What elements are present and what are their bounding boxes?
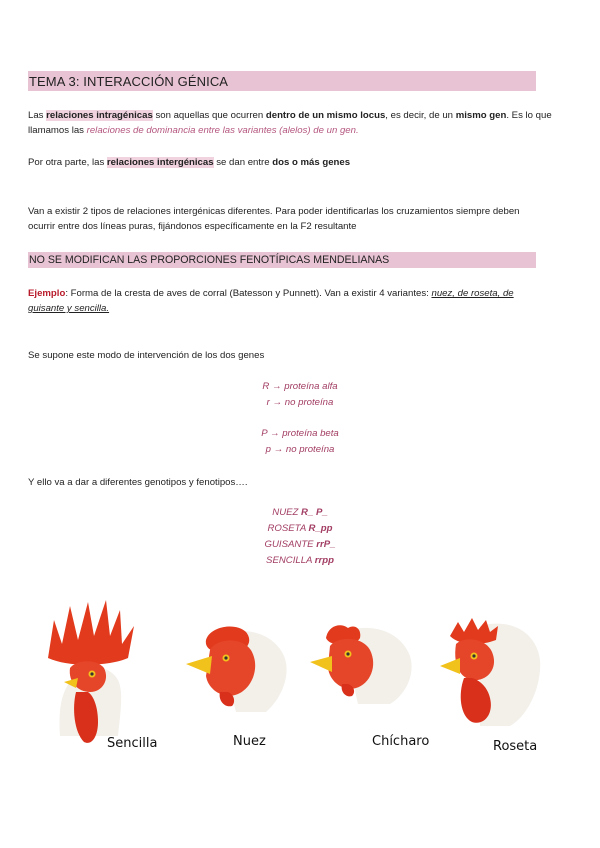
genotype: R_pp <box>308 523 333 534</box>
text: Por otra parte, las <box>28 157 107 168</box>
gene-p-recessive: p → no proteína <box>265 444 335 455</box>
phenotype-name: ROSETA <box>267 523 309 534</box>
page-title: TEMA 3: INTERACCIÓN GÉNICA <box>29 74 229 89</box>
paragraph-types <box>28 204 568 234</box>
genotype: R_ P_ <box>301 507 328 518</box>
text: Las <box>28 110 47 121</box>
paragraph-example <box>28 286 568 316</box>
highlighted-term: relaciones intragénicas <box>46 110 153 121</box>
bold-term: dentro de un mismo locus <box>265 110 386 121</box>
text: Van a existir 2 tipos de relaciones intergénicas diferentes. Para poder identificarlas los cruzamientos siempre deben <box>28 206 520 217</box>
subtitle-band <box>28 252 536 268</box>
rooster-rose-comb <box>440 618 540 726</box>
text: son aquellas que ocurren <box>152 110 266 121</box>
phenotype-row <box>0 537 600 553</box>
text: , es decir, de un <box>385 110 456 121</box>
section-subtitle: NO SE MODIFICAN LAS PROPORCIONES FENOTÍPICAS MENDELIANAS <box>29 254 390 266</box>
variants-text: nuez, de roseta, de <box>431 288 514 299</box>
paragraph-intergenic <box>28 155 568 170</box>
text: se dan entre <box>213 157 273 168</box>
phenotype-row <box>0 505 600 521</box>
genotype: rrP_ <box>316 539 336 550</box>
text: Se supone este modo de intervención de los dos genes <box>28 350 265 361</box>
rooster-single-comb <box>48 600 134 743</box>
variants-text: guisante y sencilla. <box>28 303 110 314</box>
phenotype-name: NUEZ <box>272 507 302 518</box>
bold-term: mismo gen <box>455 110 507 121</box>
emphasis-text: relaciones de dominancia entre las variantes (alelos) de un gen. <box>86 125 359 136</box>
caption-nuez: Nuez <box>233 734 266 749</box>
text: Y ello va a dar a diferentes genotipos y fenotipos…. <box>28 477 248 488</box>
genotype: rrpp <box>314 555 334 566</box>
gene-r-dominant: R → proteína alfa <box>262 381 338 392</box>
text: . Es lo que <box>506 110 552 121</box>
text: ocurrir entre dos líneas puras, fijándonos específicamente en la F2 resultante <box>28 221 357 232</box>
text: llamamos las <box>28 125 87 136</box>
caption-roseta: Roseta <box>493 739 538 754</box>
phenotype-name: SENCILLA <box>266 555 315 566</box>
phenotype-row <box>0 553 600 569</box>
phenotype-row <box>0 521 600 537</box>
title-band <box>28 71 536 91</box>
paragraph-intragenic <box>28 108 568 138</box>
caption-chicharo: Chícharo <box>372 734 430 749</box>
rooster-walnut-comb <box>186 626 287 712</box>
phenotype-name: GUISANTE <box>264 539 317 550</box>
text: : Forma de la cresta de aves de corral (Batesson y Punnett). Van a existir 4 variantes: <box>65 288 432 299</box>
bold-term: dos o más genes <box>272 157 351 168</box>
example-label: Ejemplo <box>28 288 66 299</box>
gene-p-dominant: P → proteína beta <box>261 428 339 439</box>
highlighted-term: relaciones intergénicas <box>106 157 214 168</box>
rooster-pea-comb <box>310 625 412 704</box>
caption-sencilla: Sencilla <box>107 736 158 751</box>
paragraph-genes-intro <box>28 348 568 363</box>
gene-r-recessive: r → no proteína <box>266 397 334 408</box>
paragraph-genotypes-intro <box>28 475 568 490</box>
